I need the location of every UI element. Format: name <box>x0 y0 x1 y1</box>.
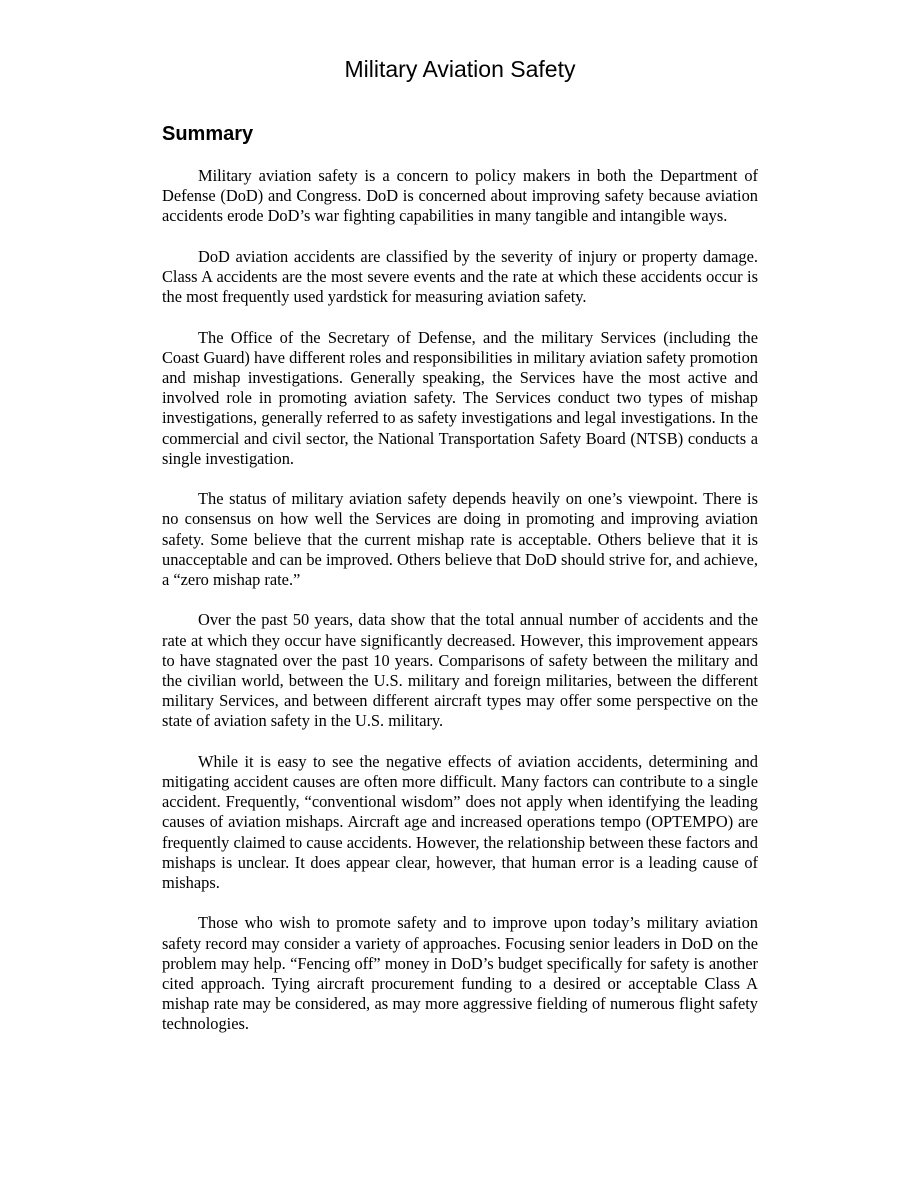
document-title: Military Aviation Safety <box>344 56 576 82</box>
paragraph: Over the past 50 years, data show that the total annual number of accidents and the rate at which they occur have significantly decreased. However, this improvement appears to have stagnated over the past 10 years. Comparisons of safety between the military and the civilian world, between the U.S. military and foreign militaries, between the different military Services, and between different aircraft types may offer some perspective on the state of aviation safety in the U.S. military. <box>162 610 758 731</box>
paragraph: The status of military aviation safety depends heavily on one’s viewpoint. There is no consensus on how well the Services are doing in promoting and improving aviation safety. Some believe that the current mishap rate is acceptable. Others believe that it is unacceptable and can be improved. Others believe that DoD should strive for, and achieve, a “zero mishap rate.” <box>162 489 758 590</box>
summary-body <box>162 166 758 1055</box>
paragraph: The Office of the Secretary of Defense, and the military Services (including the Coast Guard) have different roles and responsibilities in military aviation safety promotion and mishap investigations. Generally speaking, the Services have the most active and involved role in promoting aviation safety. The Services conduct two types of mishap investigations, generally referred to as safety investigations and legal investigations. In the commercial and civil sector, the National Transportation Safety Board (NTSB) conducts a single investigation. <box>162 327 758 468</box>
paragraph: While it is easy to see the negative effects of aviation accidents, determining and mitigating accident causes are often more difficult. Many factors can contribute to a single accident. Frequently, “conventional wisdom” does not apply when identifying the leading causes of aviation mishaps. Aircraft age and increased operations tempo (OPTEMPO) are frequently claimed to cause accidents. However, the relationship between these factors and mishaps is unclear. It does appear clear, however, that human error is a leading cause of mishaps. <box>162 751 758 893</box>
section-heading-summary: Summary <box>162 123 254 145</box>
paragraph: Those who wish to promote safety and to improve upon today’s military aviation safety record may consider a variety of approaches. Focusing senior leaders in DoD on the problem may help. “Fencing off” money in DoD’s budget specifically for safety is another cited approach. Tying aircraft procurement funding to a desired or acceptable Class A mishap rate may be considered, as may more aggressive fielding of numerous flight safety technologies. <box>162 913 758 1034</box>
paragraph: DoD aviation accidents are classified by the severity of injury or property damage. Class A accidents are the most severe events and the rate at which these accidents occur is the most frequently used yardstick for measuring aviation safety. <box>162 246 758 307</box>
paragraph: Military aviation safety is a concern to policy makers in both the Department of Defense (DoD) and Congress. DoD is concerned about improving safety because aviation accidents erode DoD’s war fighting capabilities in many tangible and intangible ways. <box>162 166 758 226</box>
